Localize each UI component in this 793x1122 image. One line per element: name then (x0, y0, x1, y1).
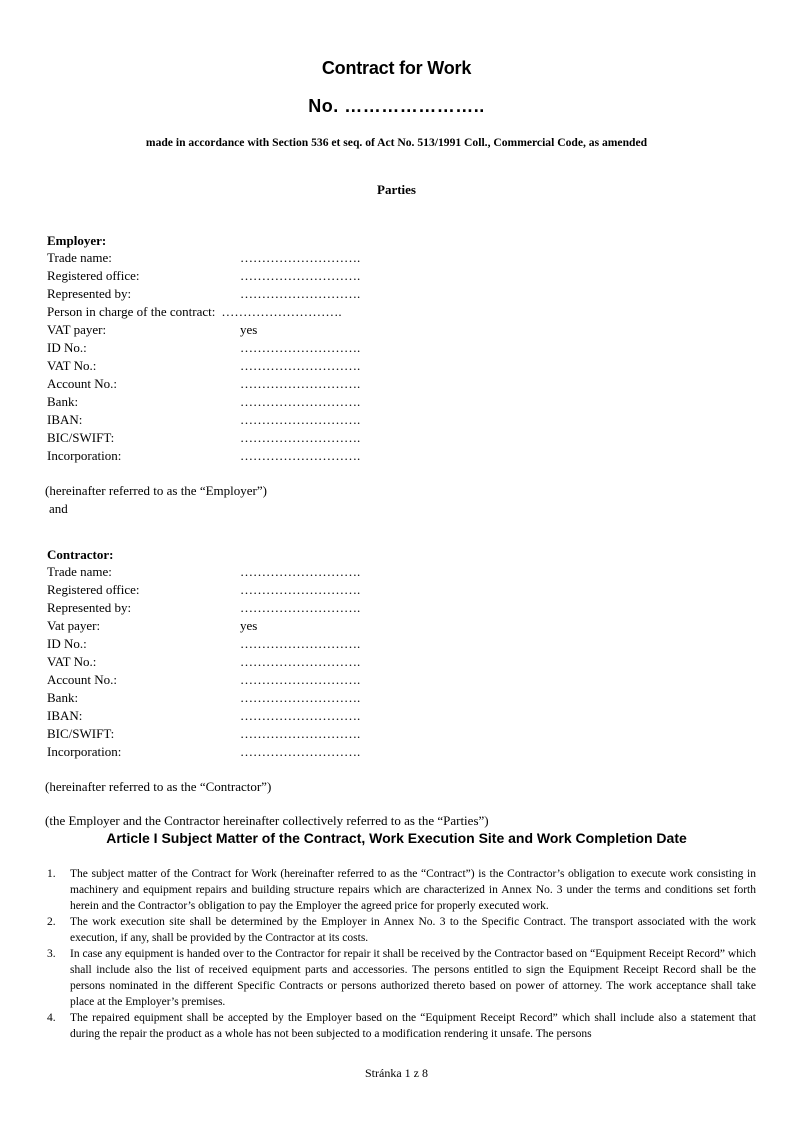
parties-collective-note: (the Employer and the Contractor hereinafter collectively referred to as the “Parties”) (45, 813, 489, 828)
employer-field-row (47, 429, 467, 447)
employer-field-row (47, 393, 467, 411)
field-value: ………………………. (240, 672, 361, 687)
employer-field-row (47, 447, 467, 465)
field-label: Trade name: (47, 564, 112, 579)
contractor-field-row (47, 563, 467, 581)
field-label: Vat payer: (47, 618, 101, 633)
field-label: Registered office: (47, 582, 140, 597)
field-label: ID No.: (47, 636, 87, 651)
clause-number: 2. (47, 916, 56, 928)
field-value: ………………………. (240, 690, 361, 705)
clause-item (47, 914, 756, 946)
field-label: Represented by: (47, 600, 132, 615)
employer-field-row (47, 249, 467, 267)
field-label: Account No.: (47, 672, 118, 687)
field-value: ………………………. (240, 394, 361, 409)
contractor-field-row (47, 599, 467, 617)
field-value: ………………………. (240, 582, 361, 597)
field-value: ………………………. (240, 448, 361, 463)
field-value: ………………………. (240, 726, 361, 741)
field-value: yes (240, 322, 258, 337)
clause-item (47, 866, 756, 914)
contract-number: No. ………………….. (308, 96, 485, 116)
employer-field-row (47, 267, 467, 285)
employer-heading: Employer: (47, 233, 107, 248)
field-label: ID No.: (47, 340, 87, 355)
clause-text: The subject matter of the Contract for Work (hereinafter referred to as the “Contract”) is the Contractor’s obligation to execute work consisting in machinery and equipment repairs and building structure repairs which are characterized in Annex No. 3 under the terms and conditions set forth herein and the Contractor’s obligation to pay the Employer the agreed price for properly executed work. (70, 868, 756, 912)
contractor-field-row (47, 581, 467, 599)
article-1-heading: Article I Subject Matter of the Contract, Work Execution Site and Work Completion Date (106, 830, 687, 846)
field-value: ………………………. (240, 268, 361, 283)
document-title: Contract for Work (321, 58, 472, 78)
clause-text: The repaired equipment shall be accepted by the Employer based on the “Equipment Receipt Record” which shall include also a statement that during the repair the product as a whole has not been subjected to a modification rendering it unsafe. The persons (70, 1012, 756, 1040)
field-value: ………………………. (240, 636, 361, 651)
contractor-heading: Contractor: (47, 547, 114, 562)
field-label: Incorporation: (47, 744, 122, 759)
contractor-field-row (47, 725, 467, 743)
employer-field-row (47, 357, 467, 375)
clause-item (47, 946, 756, 1010)
document-subtitle: made in accordance with Section 536 et seq. of Act No. 513/1991 Coll., Commercial Code, as amended (145, 136, 648, 149)
contractor-field-row (47, 635, 467, 653)
field-value: ………………………. (240, 250, 361, 265)
field-value: ………………………. (240, 564, 361, 579)
article-1-clauses (47, 866, 756, 1042)
field-value: ………………………. (240, 376, 361, 391)
field-label: Incorporation: (47, 448, 122, 463)
contractor-field-row (47, 689, 467, 707)
employer-referred-note: (hereinafter referred to as the “Employer”) (45, 483, 267, 498)
employer-block (47, 232, 467, 465)
field-label: Person in charge of the contract: (47, 304, 216, 319)
contractor-referred-note: (hereinafter referred to as the “Contractor”) (45, 779, 272, 794)
field-label: VAT No.: (47, 358, 97, 373)
field-value: ………………………. (221, 304, 342, 319)
field-label: IBAN: (47, 412, 83, 427)
field-value: ………………………. (240, 358, 361, 373)
contractor-field-row (47, 617, 467, 635)
field-label: Bank: (47, 394, 79, 409)
field-value: ………………………. (240, 600, 361, 615)
field-value: ………………………. (240, 340, 361, 355)
contractor-field-row (47, 743, 467, 761)
field-label: BIC/SWIFT: (47, 430, 115, 445)
field-value: ………………………. (240, 430, 361, 445)
field-label: Registered office: (47, 268, 140, 283)
field-value: ………………………. (240, 744, 361, 759)
clause-number: 1. (47, 868, 56, 880)
and-text: and (49, 501, 68, 516)
contractor-field-row (47, 707, 467, 725)
employer-field-row (47, 411, 467, 429)
field-value: ………………………. (240, 412, 361, 427)
employer-field-row (47, 321, 467, 339)
page-number-footer: Stránka 1 z 8 (365, 1066, 428, 1080)
field-label: Account No.: (47, 376, 118, 391)
clause-text: In case any equipment is handed over to the Contractor for repair it shall be received by the Contractor based on “Equipment Receipt Record” which shall include also the list of received equipment parts and accessories. The persons entitled to sign the Equipment Receipt Record shall be the persons nominated in the different Specific Contracts or persons authorized thereto based on power of attorney. The work acceptance shall take place at the Employer’s premises. (70, 948, 756, 1008)
employer-field-row (47, 303, 467, 321)
employer-field-row (47, 339, 467, 357)
field-label: Bank: (47, 690, 79, 705)
field-value: ………………………. (240, 708, 361, 723)
field-value: ………………………. (240, 654, 361, 669)
clause-item (47, 1010, 756, 1042)
contractor-block (47, 546, 467, 761)
field-label: IBAN: (47, 708, 83, 723)
field-label: Represented by: (47, 286, 132, 301)
contractor-field-row (47, 671, 467, 689)
clause-number: 4. (47, 1012, 56, 1024)
field-value: yes (240, 618, 258, 633)
field-label: VAT No.: (47, 654, 97, 669)
parties-heading: Parties (377, 182, 416, 197)
clause-text: The work execution site shall be determined by the Employer in Annex No. 3 to the Specific Contract. The transport associated with the work execution, if any, shall be provided by the Contractor at its costs. (70, 916, 756, 944)
clause-number: 3. (47, 948, 56, 960)
field-value: ………………………. (240, 286, 361, 301)
field-label: VAT payer: (47, 322, 107, 337)
employer-field-row (47, 285, 467, 303)
contractor-field-row (47, 653, 467, 671)
field-label: BIC/SWIFT: (47, 726, 115, 741)
employer-field-row (47, 375, 467, 393)
field-label: Trade name: (47, 250, 112, 265)
